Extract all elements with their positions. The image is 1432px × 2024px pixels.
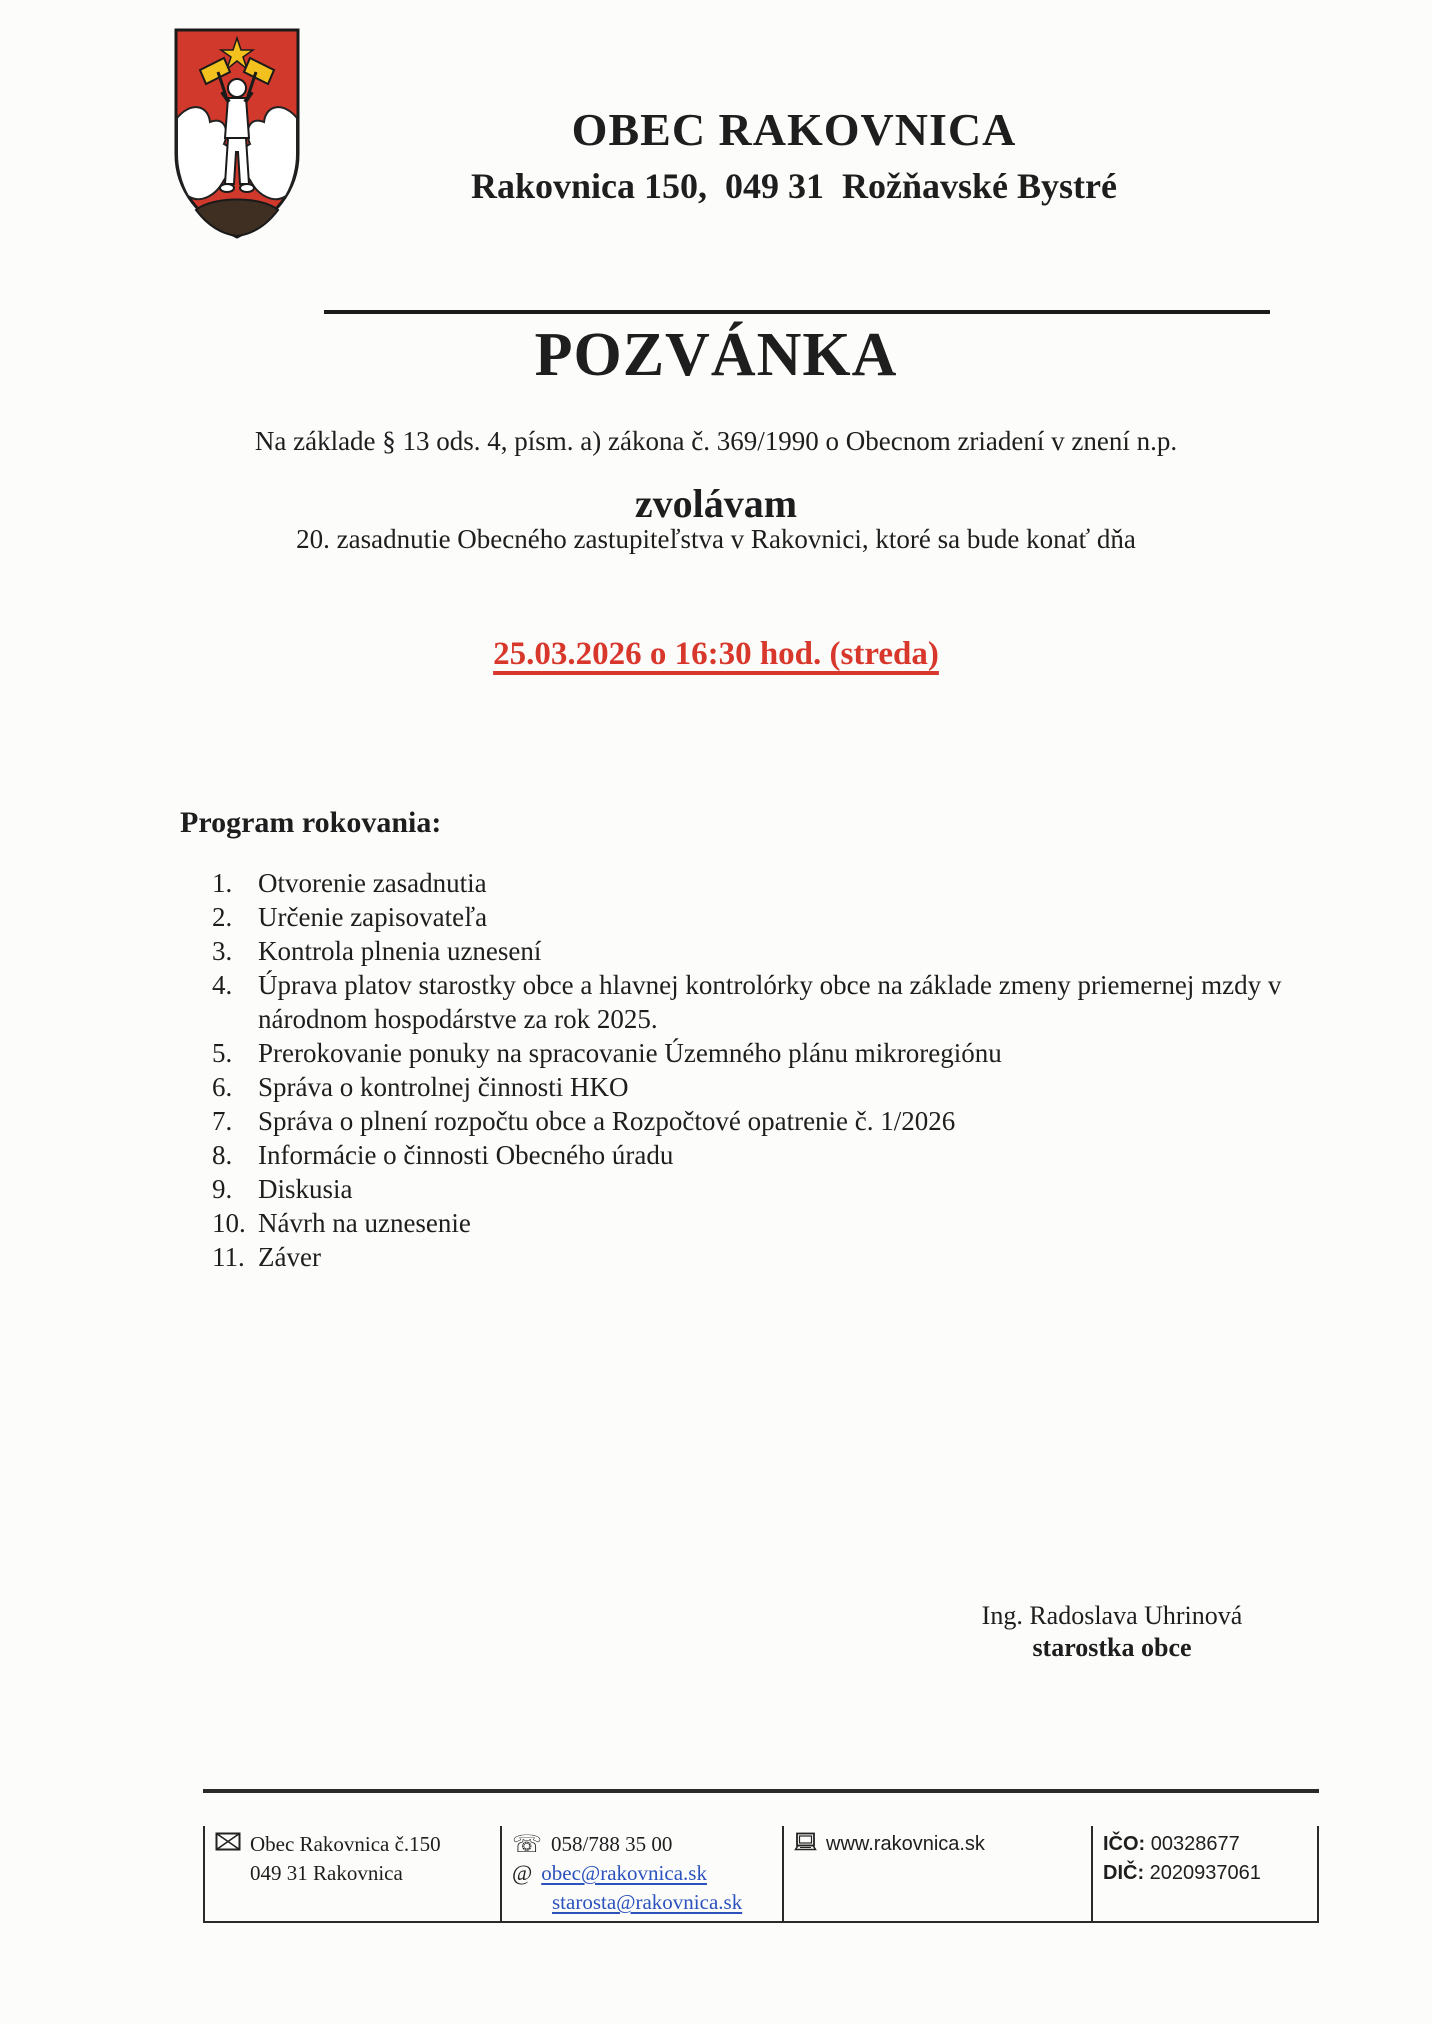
footer-website-url: www.rakovnica.sk [826,1833,985,1855]
footer-email-secondary[interactable]: starosta@rakovnica.sk [552,1890,743,1914]
program-item: Návrh na uznesenie [258,1208,471,1238]
program-item: Správa o kontrolnej činnosti HKO [258,1072,629,1102]
organization-address: Rakovnica 150, 049 31 Rožňavské Bystré [471,166,1117,206]
signature-block [952,1600,1272,1664]
program-item: Kontrola plnenia uznesení [258,936,542,966]
footer-address-text: Obec Rakovnica č.150 049 31 Rakovnica [250,1832,441,1885]
program-item: Diskusia [258,1174,353,1204]
phone-icon: ☏ [512,1830,543,1858]
program-item: Prerokovanie ponuky na spracovanie Územného plánu mikroregiónu [258,1038,1002,1068]
program-heading: Program rokovania: [180,806,442,839]
program-item: Záver [258,1242,321,1272]
convene-word: zvolávam [634,481,798,526]
footer-dic-line [1103,1859,1309,1888]
session-description-line: 20. zasadnutie Obecného zastupiteľstva v Rakovnici, ktoré sa bude konať dňa [296,524,1136,554]
footer-divider [203,1789,1319,1793]
envelope-icon [215,1832,241,1851]
at-icon: @ [512,1860,533,1885]
legal-basis-line: Na základe § 13 ods. 4, písm. a) zákona č. 369/1990 o Obecnom zriadení v znení n.p. [254,426,1178,456]
program-item: Otvorenie zasadnutia [258,868,487,898]
document-title: POZVÁNKA [534,321,898,389]
footer-ico-line [1103,1830,1309,1859]
program-item: Správa o plnení rozpočtu obce a Rozpočtové opatrenie č. 1/2026 [258,1106,956,1136]
ico-label: IČO: [1103,1833,1146,1855]
footer-registration-cell [1091,1826,1319,1921]
municipal-coat-of-arms-icon [172,26,302,242]
footer-address-cell [203,1826,500,1921]
program-item: Úprava platov starostky obce a hlavnej kontrolórky obce na základe zmeny priemernej mzdy v národnom hospodárstve za rok 2025. [258,970,1282,1034]
computer-icon [794,1832,817,1851]
footer-phone-email-cell [500,1826,782,1921]
ico-value: 00328677 [1150,1833,1240,1855]
organization-name: OBEC RAKOVNICA [571,104,1017,155]
meeting-date-text: 25.03.2026 o 16:30 hod. (streda) [493,636,939,672]
program-item: Informácie o činnosti Obecného úradu [258,1140,674,1170]
footer-phone-number: 058/788 35 00 [551,1832,673,1856]
signatory-name: Ing. Radoslava Uhrinová [981,1601,1243,1630]
signatory-role: starostka obce [1032,1633,1192,1662]
meeting-date-line [156,636,1276,673]
dic-value: 2020937061 [1149,1862,1261,1884]
footer-website-cell [782,1826,1091,1921]
program-list [212,866,1342,1274]
dic-label: DIČ: [1103,1862,1145,1884]
footer-contact-table [203,1826,1319,1923]
header-divider [324,310,1270,314]
letterhead [364,104,1224,208]
program-item: Určenie zapisovateľa [258,902,488,932]
footer-email-primary[interactable]: obec@rakovnica.sk [541,1861,707,1885]
